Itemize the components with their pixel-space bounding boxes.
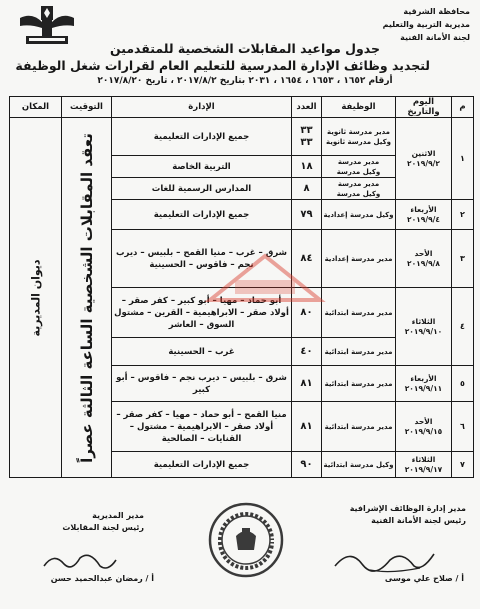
row-date: ٢٠١٩/٩/١٠ (404, 326, 443, 336)
row-job: وكيل مدرسة ابتدائية (322, 452, 396, 478)
row-day: الثلاثاء (411, 454, 436, 464)
table-header-row (10, 97, 474, 118)
row-number: ٣ (452, 230, 474, 288)
title-line-3: أرقام ١٦٥٢ ، ١٦٥٣ ، ١٦٥٤ ، ٢٠٣١ بتاريخ ٢٠١٧/٨/٢ ، تاريخ ٢٠١٧/٨/٢٠ (97, 76, 393, 86)
row-day-date (396, 288, 452, 366)
row-job: وكيل مدرسة إعدادية (322, 200, 396, 230)
row-day: الأحد (414, 416, 433, 426)
column-header-job: الوظيفة (322, 97, 396, 118)
row-day: الاثنين (411, 148, 436, 158)
row-day-date (396, 230, 452, 288)
row-count: ٣٣ ٣٣ (292, 118, 322, 156)
row-number: ٦ (452, 402, 474, 452)
signer-left-title: مدير المديرية (92, 511, 144, 520)
issuing-authority (360, 5, 470, 44)
row-administration: جميع الإدارات التعليمية (112, 200, 292, 230)
row-count: ٨٠ (292, 288, 322, 338)
row-count: ١٨ (292, 156, 322, 178)
row-date: ٢٠١٩/٩/١١ (404, 383, 443, 393)
handwritten-signature-left (40, 548, 120, 576)
signer-right-name: أ / صلاح علي موسى (384, 574, 464, 583)
title-line-2: لتجديد وظائف الإدارة المدرسية للتعليم العام لقرارات شغل الوظيفة (15, 58, 430, 73)
signer-left-name: أ / رمضان عبدالحميد حسن (50, 574, 154, 583)
row-administration: جميع الإدارات التعليمية (112, 118, 292, 156)
row-job: مدير مدرسة إعدادية (322, 230, 396, 288)
governorate-name: محافظة الشرقية (403, 7, 470, 16)
row-day-date (396, 452, 452, 478)
directorate-name: مديرية التربية والتعليم (382, 20, 470, 29)
row-number: ٥ (452, 366, 474, 402)
row-date: ٢٠١٩/٩/٢ (407, 158, 440, 168)
row-administration: التربية الخاصة (112, 156, 292, 178)
interview-schedule-table (9, 96, 474, 478)
document-title (15, 40, 430, 88)
column-header-administration: الإدارة (112, 97, 292, 118)
title-line-1: جدول مواعيد المقابلات الشخصية للمتقدمين (109, 41, 381, 56)
row-number: ٤ (452, 288, 474, 366)
row-day-date (396, 200, 452, 230)
row-job: مدير مدرسة ابتدائية (322, 288, 396, 338)
row-count: ٤٠ (292, 338, 322, 366)
row-job: مدير مدرسة ابتدائية (322, 338, 396, 366)
row-count: ٨١ (292, 366, 322, 402)
column-header-place: المكان (10, 97, 62, 118)
place-cell (10, 118, 62, 478)
signer-left-role: رئيس لجنة المقابلات (62, 523, 144, 532)
row-job: مدير مدرسة ابتدائية (322, 366, 396, 402)
interview-time-text: تعقد المقابلات الشخصية الساعة الثالثة عصراً (77, 132, 96, 463)
column-header-date: اليوم والتاريخ (396, 97, 452, 118)
signer-right-role: رئيس لجنة الأمانة الفنية (371, 516, 466, 525)
row-administration: أبو حماد – مهيا – أبو كبير – كفر صقر – أولاد صقر – الابراهيمية – القرين – مشتول السوق – العاشر (112, 288, 292, 338)
handwritten-signature-right (330, 546, 440, 576)
row-day-date (396, 402, 452, 452)
row-day: الأربعاء (410, 204, 437, 214)
official-stamp-icon (206, 500, 286, 580)
row-job: مدير مدرسة ابتدائية (322, 402, 396, 452)
row-job: مدير مدرسة ثانوية وكيل مدرسة ثانوية (322, 118, 396, 156)
row-day: الأربعاء (410, 373, 437, 383)
row-administration: جميع الإدارات التعليمية (112, 452, 292, 478)
row-administration: منيا القمح – أبو حماد – مهيا – كفر صقر – أولاد صقر – الابراهيمية – مشتول – القنايات – الصالحية (112, 402, 292, 452)
row-count: ٧٩ (292, 200, 322, 230)
row-date: ٢٠١٩/٩/٤ (407, 214, 440, 224)
row-date: ٢٠١٩/٩/١٥ (404, 426, 443, 436)
signer-right-title: مدير إدارة الوظائف الإشرافية (349, 504, 466, 513)
row-job: مدير مدرسة وكيل مدرسة (322, 156, 396, 178)
row-day-date (396, 118, 452, 200)
row-day: الأحد (414, 248, 433, 258)
row-number: ٧ (452, 452, 474, 478)
column-header-number: م (452, 97, 474, 118)
row-count: ٨٤ (292, 230, 322, 288)
row-administration: شرق – بلبيس – ديرب نجم – فاقوس – أبو كبير (112, 366, 292, 402)
row-number: ٢ (452, 200, 474, 230)
row-administration: شرق – غرب – منيا القمح – بلبيس – ديرب نجم – فاقوس – الحسينية (112, 230, 292, 288)
row-count: ٨ (292, 178, 322, 200)
row-administration: المدارس الرسمية للغات (112, 178, 292, 200)
committee-name: لجنة الأمانة الفنية (400, 33, 470, 42)
row-date: ٢٠١٩/٩/١٧ (404, 464, 443, 474)
column-header-time: التوقيت (62, 97, 112, 118)
row-date: ٢٠١٩/٩/٨ (407, 258, 440, 268)
row-number: ١ (452, 118, 474, 200)
signature-block-right (296, 503, 466, 527)
row-job: مدير مدرسة وكيل مدرسة (322, 178, 396, 200)
row-count: ٩٠ (292, 452, 322, 478)
row-count: ٨١ (292, 402, 322, 452)
row-day-date (396, 366, 452, 402)
table-row (10, 118, 474, 156)
row-administration: غرب – الحسينية (112, 338, 292, 366)
interview-place-text: ديوان المديرية (29, 258, 42, 337)
row-day: الثلاثاء (411, 316, 436, 326)
column-header-count: العدد (292, 97, 322, 118)
time-cell (62, 118, 112, 478)
signature-block-left (34, 510, 144, 534)
